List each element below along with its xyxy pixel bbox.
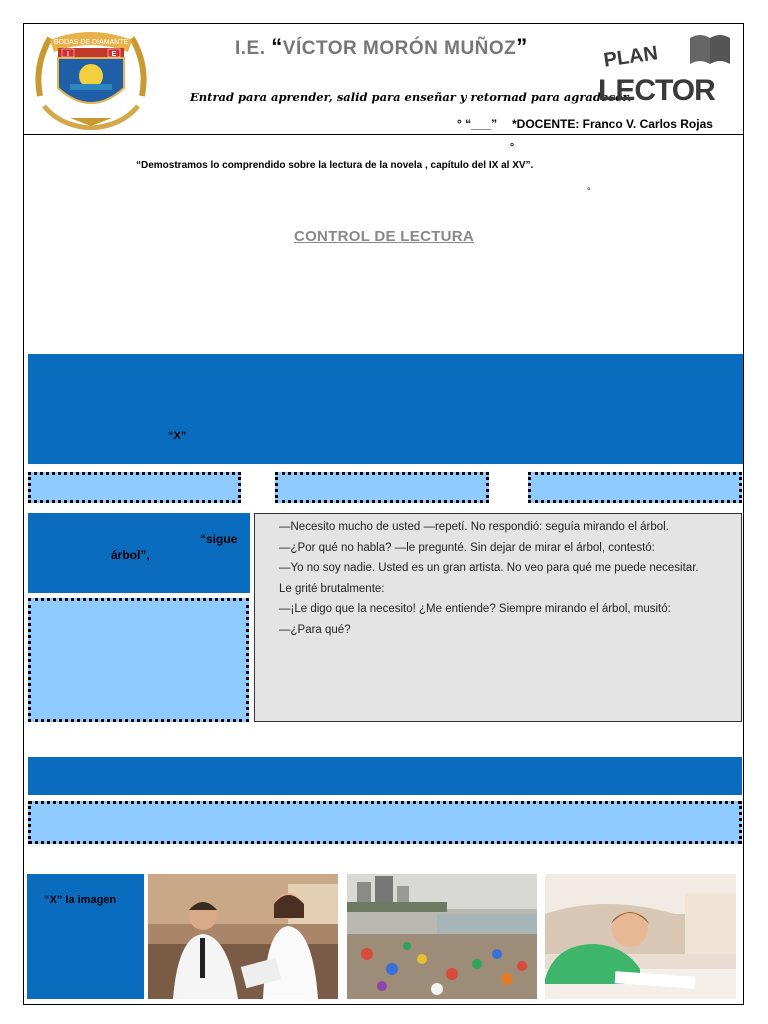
- open-quote: “: [271, 34, 283, 59]
- photo-child-reading[interactable]: [545, 874, 736, 999]
- passage-line-5: —¡Le digo que la necesito! ¿Me entiende? Siempre mirando el árbol, musitó:: [279, 603, 671, 616]
- quote-arbol: árbol”,: [111, 548, 150, 562]
- objective-text: “Demostramos lo comprendido sobre la lectura de la novela , capítulo del IX al XV”.: [136, 160, 534, 171]
- answer-box-4[interactable]: [28, 598, 249, 722]
- x-mark-label: “X”: [168, 430, 187, 442]
- question-band-2: [28, 757, 742, 795]
- image-question-panel: [27, 874, 144, 999]
- objective-marker: °: [510, 142, 514, 153]
- image-question-label: “X” la imagen: [44, 894, 117, 906]
- page-title: CONTROL DE LECTURA: [293, 228, 475, 245]
- passage-line-2: —¿Por qué no habla? —le pregunté. Sin dejar de mirar el árbol, contestó:: [279, 541, 655, 554]
- school-name-text: VÍCTOR MORÓN MUÑOZ: [282, 38, 517, 59]
- crest-letter-e: E: [111, 51, 117, 58]
- instructions-band: [28, 354, 743, 464]
- answer-box-3[interactable]: [528, 472, 742, 503]
- school-crest-logo: [30, 26, 152, 130]
- photo-people-reading[interactable]: [148, 874, 338, 999]
- school-prefix: I.E.: [235, 38, 272, 59]
- objective-marker-2: °: [587, 186, 591, 196]
- school-name: [235, 34, 528, 60]
- crest-text: BODAS DE DIAMANTE: [53, 39, 129, 46]
- answer-box-2[interactable]: [275, 472, 489, 503]
- photo-crowded-beach[interactable]: [347, 874, 537, 999]
- answer-box-5[interactable]: [28, 801, 742, 844]
- logo-lector-text: LECTOR: [598, 74, 715, 107]
- quote-sigue: “sigue: [200, 532, 238, 546]
- close-quote: ”: [516, 34, 528, 59]
- header-divider: [24, 134, 744, 135]
- grade-section-field: ° “___”: [457, 117, 498, 131]
- teacher-name: *DOCENTE: Franco V. Carlos Rojas: [512, 117, 713, 131]
- passage-line-1: —Necesito mucho de usted —repetí. No respondió: seguía mirando el árbol.: [279, 521, 669, 533]
- logo-plan-text: PLAN: [602, 42, 660, 72]
- passage-line-4: Le grité brutalmente:: [279, 582, 385, 595]
- answer-box-1[interactable]: [28, 472, 241, 503]
- passage-line-3: —Yo no soy nadie. Usted es un gran artista. No veo para qué me puede necesitar.: [279, 562, 699, 575]
- passage-line-6: —¿Para qué?: [279, 623, 351, 636]
- school-motto: Entrad para aprender, salid para enseñar y retornad para agradecer.: [190, 90, 632, 104]
- crest-letter-i: I: [67, 51, 69, 58]
- plan-lector-logo: [598, 30, 734, 108]
- reading-passage: [254, 513, 742, 722]
